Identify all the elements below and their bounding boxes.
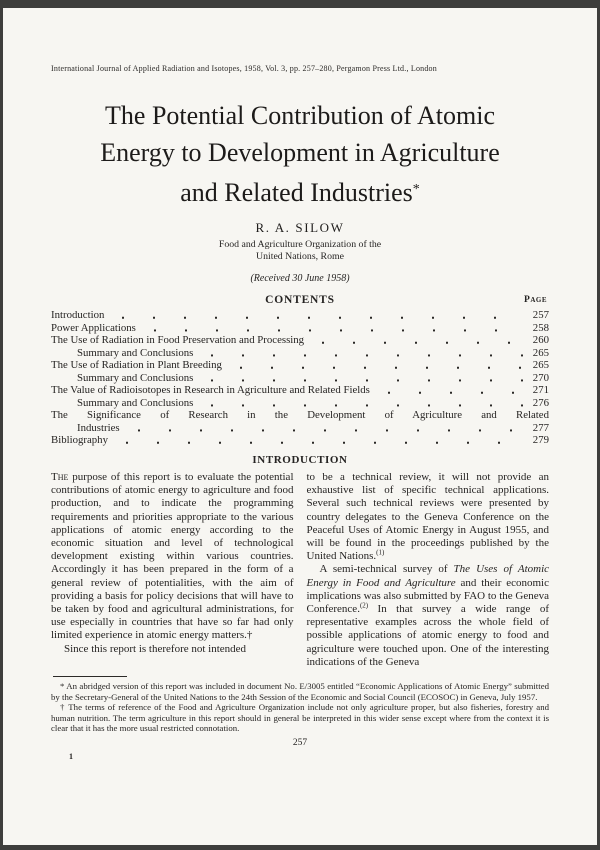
intro-left-column bbox=[51, 471, 294, 669]
toc-row bbox=[51, 434, 549, 447]
corner-mark: 1 bbox=[69, 752, 73, 761]
paragraph: Since this report is therefore not intended bbox=[64, 642, 247, 655]
title-line-2: Energy to Development in Agriculture bbox=[100, 138, 500, 167]
toc-page-number: 276 bbox=[532, 396, 549, 409]
toc-label: Summary and Conclusions bbox=[77, 346, 194, 359]
toc-page-number: 279 bbox=[532, 434, 549, 447]
toc-dot-leader bbox=[196, 347, 524, 360]
intro-right-column bbox=[307, 471, 550, 669]
toc-row bbox=[51, 309, 549, 322]
toc-dot-leader bbox=[107, 309, 524, 322]
journal-header: International Journal of Applied Radiation and Isotopes, 1958, Vol. 3, pp. 257–280, Pergamon Press Ltd., London bbox=[51, 64, 437, 73]
introduction-heading: INTRODUCTION bbox=[252, 454, 348, 467]
document-page bbox=[3, 8, 597, 845]
body-columns bbox=[51, 471, 549, 669]
page-number: 257 bbox=[292, 737, 308, 748]
toc-label: Summary and Conclusions bbox=[77, 396, 194, 409]
footnote-separator bbox=[53, 676, 127, 677]
lead-word: The bbox=[51, 471, 69, 484]
footnotes bbox=[51, 681, 549, 734]
reference-marker: (1) bbox=[376, 548, 385, 557]
toc-row bbox=[51, 397, 549, 410]
toc-page-number: 258 bbox=[532, 321, 549, 334]
toc-row bbox=[51, 334, 549, 347]
toc-page-number: 260 bbox=[532, 334, 549, 347]
toc-row bbox=[51, 359, 549, 372]
toc-row bbox=[51, 347, 549, 360]
toc-row bbox=[51, 322, 549, 335]
toc-dot-leader bbox=[373, 384, 524, 397]
affiliation-line-1: Food and Agriculture Organization of the bbox=[218, 239, 382, 250]
contents-heading: CONTENTS Page bbox=[265, 294, 547, 306]
received-date: (Received 30 June 1958) bbox=[250, 273, 350, 284]
title-footnote-marker: * bbox=[412, 182, 420, 197]
paragraph: The purpose of this report is to evaluate the potential contributions of atomic energy to agriculture and food production, and to indicate the programming requirements and priorities appropriate to the various applications of atomic energy according to the economic situation and level of technological development existing within various countries. Accordingly it has been prepared in the form of a general review of potentialities, with the aim of providing a basis for policy decisions that will have to be taken by food and agricultural administrations, for use especially in countries that have so far had only limited experience in atomic energy matters.† bbox=[51, 471, 294, 642]
toc-label: The Significance of Research in the Development of Agriculture and Related bbox=[51, 409, 549, 422]
paragraph: A semi-technical survey of The Uses of Atomic Energy in Food and Agriculture and their economic implications was also submitted by FAO to the Geneva Conference.$^{(2)}$ In that survey a wide range of representative examples across the whole field of possible applications of atomic energy to food and agriculture were touched upon. One of the interesting indications of the Geneva bbox=[306, 563, 550, 668]
footnote-asterisk: * An abridged version of this report was included in document No. E/3005 entitled “Economic Applications of Atomic Energy” submitted by the Secretary-General of the United Nations to the 24th Session of the Economic and Social Council (ECOSOC) in Geneva, July 1957. bbox=[51, 681, 549, 702]
page-column-label: Page bbox=[524, 295, 547, 305]
italic-title: The Uses of Atomic Energy in Food and Agriculture bbox=[306, 563, 550, 589]
toc-dot-leader bbox=[196, 372, 524, 385]
toc-dot-leader bbox=[139, 322, 524, 335]
toc-row bbox=[51, 372, 549, 385]
toc-label: The Use of Radiation in Food Preservation and Processing bbox=[51, 334, 305, 347]
toc-row bbox=[51, 409, 549, 422]
title-line-1: The Potential Contribution of Atomic bbox=[105, 101, 495, 130]
author-affiliation bbox=[51, 239, 549, 263]
toc-label: Industries bbox=[77, 421, 120, 434]
toc-label: The Use of Radiation in Plant Breeding bbox=[51, 359, 222, 372]
toc-dot-leader bbox=[123, 422, 524, 435]
toc-page-number: 257 bbox=[532, 309, 549, 321]
toc-dot-leader bbox=[196, 397, 524, 410]
footnote-dagger: † The terms of reference of the Food and Agriculture Organization include not only agriculture proper, but also fisheries, forestry and human nutrition. The term agriculture in this report should in general be interpreted in this wider sense except where from the context it is clear that it has the more usual restricted connotation. bbox=[51, 702, 549, 734]
toc-page-number: 270 bbox=[532, 371, 549, 384]
toc-dot-leader bbox=[111, 434, 524, 447]
toc-label: The Value of Radioisotopes in Research in Agriculture and Related Fields bbox=[51, 384, 370, 397]
toc-dot-leader bbox=[225, 359, 524, 372]
toc-page-number: 277 bbox=[532, 421, 549, 434]
table-of-contents bbox=[51, 309, 549, 447]
title-line-3: and Related Industries* bbox=[180, 178, 420, 207]
author-name: R. A. SILOW bbox=[255, 220, 345, 235]
toc-label: Introduction bbox=[51, 309, 105, 321]
page-content bbox=[3, 64, 597, 748]
toc-dot-leader bbox=[307, 334, 524, 347]
paragraph: to be a technical review, it will not provide an exhaustive list of specific technical applications. Several such technical reviews were presented by country delegates to the Geneva Conference on the Peaceful Uses of Atomic Energy in August 1955, and will be found in the proceedings published by the United Nations.$^{(1)}$ bbox=[306, 471, 549, 563]
toc-label: Summary and Conclusions bbox=[77, 371, 194, 384]
toc-page-number: 265 bbox=[532, 346, 549, 359]
toc-row bbox=[51, 384, 549, 397]
paper-title bbox=[51, 97, 549, 211]
toc-label: Power Applications bbox=[51, 321, 136, 334]
affiliation-line-2: United Nations, Rome bbox=[256, 251, 344, 262]
toc-page-number: 265 bbox=[532, 359, 549, 372]
reference-marker: (2) bbox=[359, 601, 369, 610]
toc-row bbox=[51, 422, 549, 435]
toc-label: Bibliography bbox=[51, 434, 108, 447]
toc-page-number: 271 bbox=[532, 384, 549, 397]
